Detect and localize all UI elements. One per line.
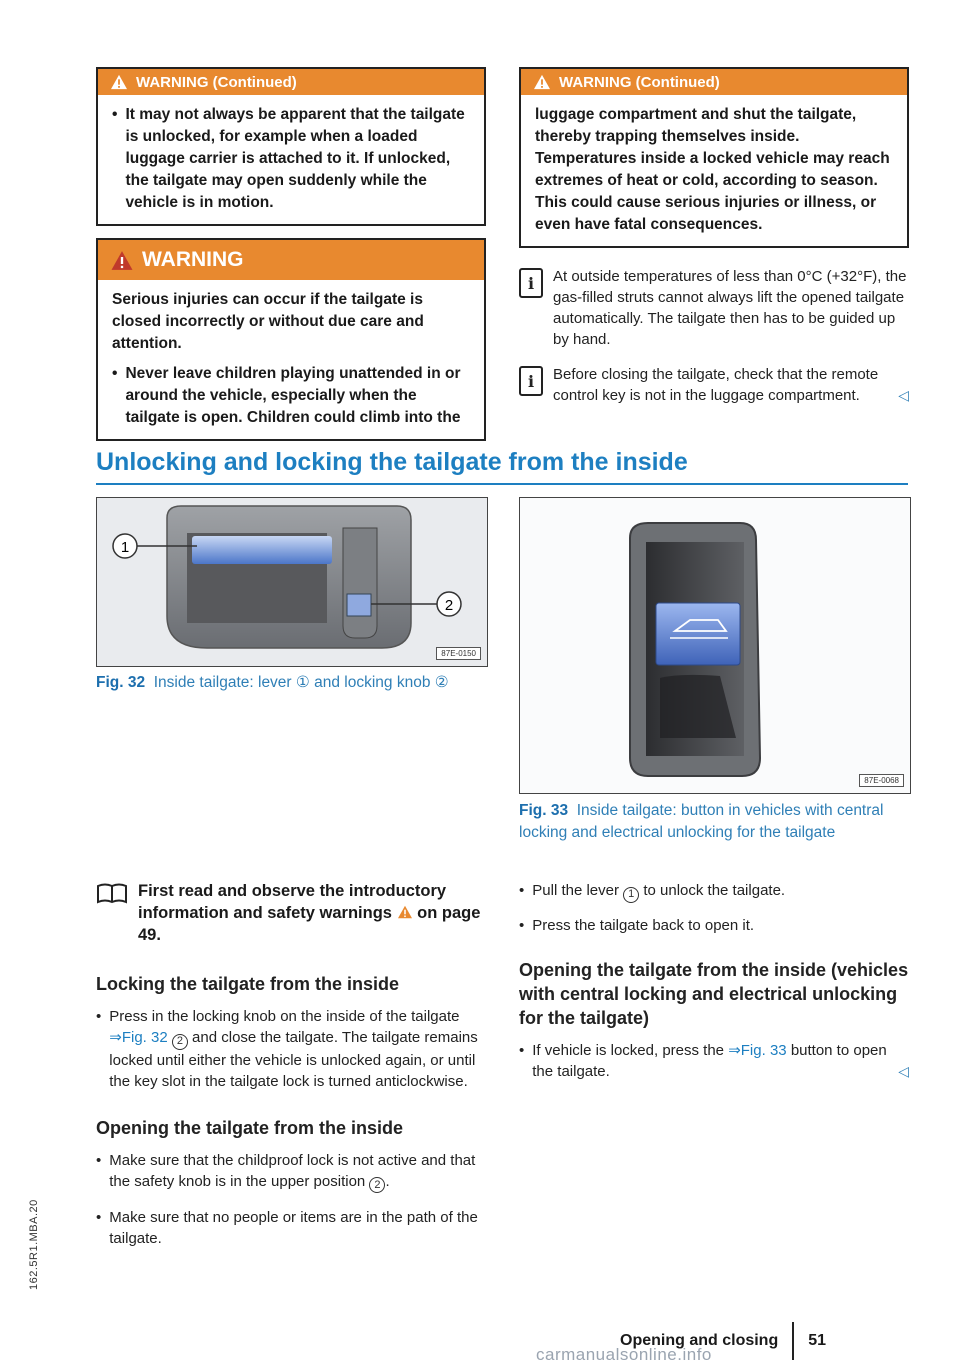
opening-bullet: • Make sure that no people or items are in the path of the tailgate. [96,1209,478,1247]
end-of-section-icon: ◁ [898,1062,909,1079]
tailgate-button-illustration [520,498,910,793]
info-note [519,364,909,406]
pull-lever-bullet: • Pull the lever 1 to unlock the tailgate. [519,880,909,903]
info-icon: i [519,268,543,298]
locking-heading: Locking the tailgate from the inside [96,974,400,994]
warning-paragraph: luggage compartment and shut the tailgate, thereby trapping themselves inside. Temperatures inside a locked vehicle may reach extremes of heat or cold, according to season. This could cause serious injuries or illness, or even have fatal consequences. [535,106,890,233]
info-note-text: Before closing the tailgate, check that the remote control key is not in the luggage compartment. [553,366,879,404]
warning-header [521,69,907,95]
end-of-section-icon: ◁ [898,387,909,403]
figure-33-link[interactable]: ⇒Fig. 33 [728,1041,787,1059]
right-column [519,67,909,406]
warning-header-text: WARNING (Continued) [136,73,297,91]
page-number: 51 [808,1332,827,1349]
figure-code: 87E-0068 [859,774,904,787]
warning-icon [110,74,128,90]
locking-bullet: • Press in the locking knob on the inside of the tailgate ⇒Fig. 32 2 and close the tailgate. The tailgate remains locked until either the vehicle is unlocked again, or until the key slot in the tailgate lock is turned anticlockwise. [96,1008,478,1090]
opening-heading: Opening the tailgate from the inside [96,1117,404,1138]
info-note [519,266,909,350]
warning-continued-box [96,67,486,226]
warning-bullet: • It may not always be apparent that the tailgate is unlocked, for example when a loaded luggage carrier is attached to it. If unlocked, the tailgate may open suddenly while the vehicle is in motion. [112,106,465,211]
callout-1: 1 [120,539,130,556]
book-icon [96,882,128,906]
warning-continued-box [519,67,909,248]
document-code: 162.5R1.MBA.20 [28,1199,40,1290]
section-title: Unlocking and locking the tailgate from the inside [96,448,908,485]
warning-header-text: WARNING [142,248,244,271]
callout-2: 2 [444,597,454,614]
warning-icon [397,905,413,919]
figure-32 [96,497,488,667]
figure-32-link[interactable]: ⇒Fig. 32 [109,1029,168,1046]
figure-code: 87E-0150 [436,647,481,660]
info-note-text: At outside temperatures of less than 0°C (+32°F), the gas-filled struts cannot always lift the opened tailgate automatically. The tailgate then has to be guided up by hand. [553,268,907,348]
warning-bullet: • Never leave children playing unattended in or around the vehicle, especially when the tailgate is open. Children could climb into the [112,365,461,426]
left-column [96,67,486,441]
callout-2-icon: 2 [172,1034,188,1050]
warning-icon [533,74,551,90]
opening-central-bullet: • If vehicle is locked, press the ⇒Fig. 33 button to open the tailgate. ◁ [519,1041,909,1080]
opening-central-heading: Opening the tailgate from the inside (vehicles with central locking and electrical unlocking for the tailgate) [519,959,909,1028]
callout-2-icon: 2 [369,1177,385,1193]
press-tailgate-bullet: • Press the tailgate back to open it. [519,916,755,934]
figure-33-caption: Fig. 33 Inside tailgate: button in vehicles with central locking and electrical unlocking for the tailgate [519,802,884,841]
callout-1-icon: 1 [623,887,639,903]
watermark: carmanualsonline.info [536,1345,712,1364]
warning-header [98,240,484,280]
warning-box [96,238,486,441]
footer-divider [792,1322,794,1360]
opening-bullet: • Make sure that the childproof lock is not active and that the safety knob is in the upper position 2 . [96,1150,486,1194]
tailgate-lever-illustration [97,498,487,666]
footer-section: Opening and closing [620,1332,779,1349]
figure-32-caption: Fig. 32 Inside tailgate: lever ① and locking knob ② [96,674,449,691]
warning-header [98,69,484,95]
info-icon: i [519,366,543,396]
warning-header-text: WARNING (Continued) [559,73,720,91]
right-lower [519,880,909,1082]
warning-paragraph: Serious injuries can occur if the tailgate is closed incorrectly or without due care and attention. [112,291,424,352]
intro-note: First read and observe the introductory information and safety warnings on page 49. [96,880,486,946]
left-lower [96,880,486,1249]
figure-33 [519,497,911,794]
warning-icon [110,250,134,271]
